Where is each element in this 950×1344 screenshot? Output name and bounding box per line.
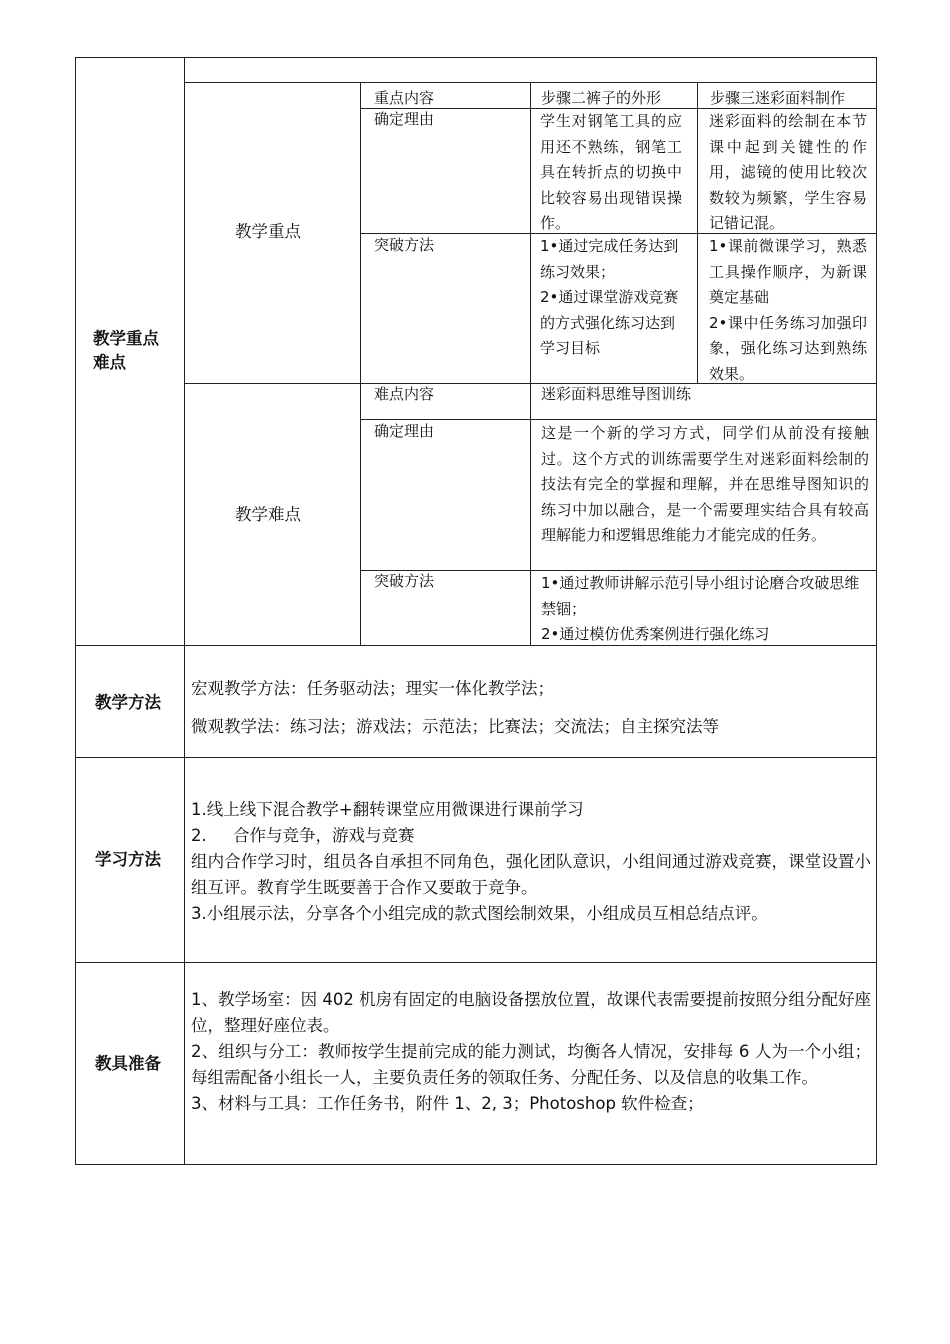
focus-header-content: 重点内容 <box>374 89 435 107</box>
learning-method-line: 1.线上线下混合教学+翻转课堂应用微课进行课前学习 <box>191 800 584 819</box>
difficulty-content: 迷彩面料思维导图训练 <box>541 385 692 403</box>
learning-method-line: 组内合作学习时，组员各自承担不同角色，强化团队意识，小组间通过游戏竞赛，课堂设置小组互评。教育学生既要善于合作又要敢于竞争。 <box>191 852 871 897</box>
difficulty-methods <box>541 571 869 648</box>
focus-reason-step3: 迷彩面料的绘制在本节课中起到关键性的作用，滤镜的使用比较次数较为频繁，学生容易记错记混。 <box>709 112 867 232</box>
difficulty-reason-label: 确定理由 <box>374 422 435 440</box>
section-key-label: 教学重点难点 <box>93 329 159 372</box>
focus-header-step3: 步骤三迷彩面料制作 <box>710 89 846 107</box>
equipment-line: 3、材料与工具：工作任务书，附件 1、2, 3；Photoshop 软件检查； <box>191 1094 704 1113</box>
equipment-label: 教具准备 <box>95 1054 161 1073</box>
equipment-line: 2、组织与分工：教师按学生提前完成的能力测试，均衡各人情况，安排每 6 人为一个小组；每组需配备小组长一人，主要负责任务的领取任务、分配任务、以及信息的收集工作。 <box>191 1042 871 1087</box>
teaching-method-line: 宏观教学方法：任务驱动法；理实一体化教学法； <box>191 679 554 698</box>
difficulty-method-label: 突破方法 <box>374 572 435 590</box>
focus-method-step3-item: 2•课中任务练习加强印象，强化练习达到熟练效果。 <box>709 313 867 383</box>
difficulty-content-label: 难点内容 <box>374 385 435 403</box>
focus-method-label: 突破方法 <box>374 236 435 254</box>
learning-method-line: 3.小组展示法，分享各个小组完成的款式图绘制效果，小组成员互相总结点评。 <box>191 904 768 923</box>
equipment-line: 1、教学场室：因 402 机房有固定的电脑设备摆放位置，故课代表需要提前按照分组分配好座位，整理好座位表。 <box>191 990 871 1035</box>
difficulty-method-item: 2•通过模仿优秀案例进行强化练习 <box>541 625 770 643</box>
focus-reason-step2: 学生对钢笔工具的应用还不熟练，钢笔工具在转折点的切换中比较容易出现错误操作。 <box>540 112 682 232</box>
difficulty-label: 教学难点 <box>235 505 301 524</box>
learning-method-line: 2. 合作与竞争，游戏与竞赛 <box>191 826 415 845</box>
focus-method-step2-item: 2•通过课堂游戏竞赛的方式强化练习达到学习目标 <box>540 288 679 357</box>
equipment-content <box>191 987 871 1117</box>
focus-label: 教学重点 <box>235 222 301 241</box>
learning-method-label: 学习方法 <box>95 850 161 869</box>
focus-method-step3-item: 1•课前微课学习，熟悉工具操作顺序，为新课奠定基础 <box>709 237 867 306</box>
focus-header-step2: 步骤二裤子的外形 <box>541 89 662 107</box>
focus-reason-label: 确定理由 <box>374 110 435 128</box>
difficulty-reason: 这是一个新的学习方式，同学们从前没有接触过。这个方式的训练需要学生对迷彩面料绘制的技法有完全的掌握和理解，并在思维导图知识的练习中加以融合，是一个需要理实结合具有较高理解能力和逻辑思维能力才能完成的任务。 <box>541 424 869 544</box>
focus-method-step2-item: 1•通过完成任务达到练习效果； <box>540 237 679 281</box>
teaching-method-label: 教学方法 <box>95 693 161 712</box>
teaching-method-line: 微观教学法：练习法；游戏法；示范法；比赛法；交流法；自主探究法等 <box>191 717 719 736</box>
teaching-method-content <box>191 670 871 746</box>
focus-method-step2 <box>540 234 682 362</box>
learning-method-content <box>191 797 871 927</box>
focus-method-step3 <box>709 234 867 387</box>
difficulty-method-item: 1•通过教师讲解示范引导小组讨论磨合攻破思维禁锢； <box>541 574 860 618</box>
